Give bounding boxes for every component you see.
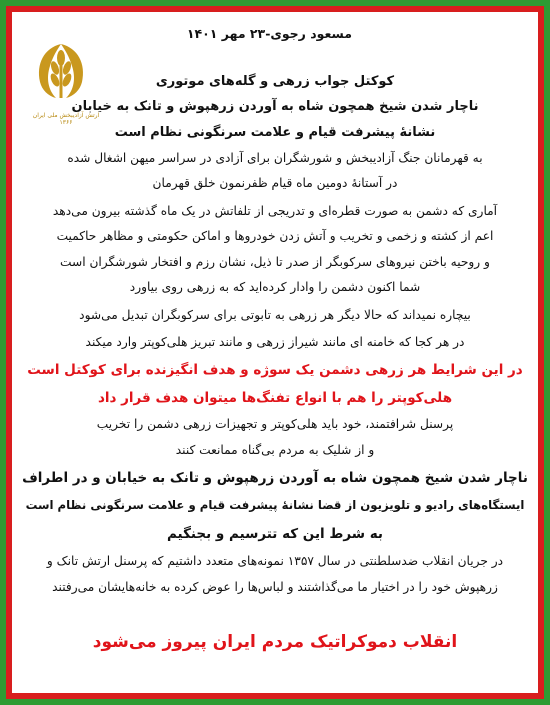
closing-slogan: انقلاب دموکراتیک مردم ایران پیروز می‌شود (92, 632, 458, 652)
paragraph-1-line: در هر کجا که خامنه ای مانند شیراز زرهی و مانند تبریز هلی‌کوپتر وارد میکند (85, 335, 465, 349)
headline-1: کوکتل جواب زرهی و گله‌های موتوری (155, 74, 395, 89)
paragraph-1-line: بیچاره نمیداند که حالا دیگر هر زرهی به تابوتی برای سرکوبگران تبدیل می‌شود (79, 308, 471, 322)
statement-document (20, 20, 530, 685)
paragraph-1-line: آماری که دشمن به صورت قطره‌ای و تدریجی از تلفاتش در یک ماه گذشته بیرون می‌دهد (52, 204, 498, 218)
paragraph-2-line: پرسنل شرافتمند، خود باید هلی‌کوپتر و تجهیزات زرهی دشمن را تخریب (96, 417, 454, 431)
paragraph-1-line: شما اکنون دشمن را وادار کرده‌اید که به زرهی روی بیاورد (129, 280, 421, 294)
headline-3: نشانهٔ پیشرفت قیام و علامت سرنگونی نظام است (114, 125, 436, 140)
bold-block-line: ایستگاه‌های رادیو و تلویزیون از قضا نشانهٔ پیشرفت قیام و علامت سرنگونی نظام است (25, 498, 525, 512)
headline-2: ناچار شدن شیخ همچون شاه به آوردن زرهپوش و تانک به خیابان (71, 99, 479, 114)
emphasis-line: در این شرایط هر زرهی دشمن یک سوژه و هدف انگیزنده برای کوکتل است (27, 362, 523, 378)
paragraph-1-line: در آستانهٔ دومین ماه قیام ظفرنمون خلق قهرمان (152, 176, 398, 190)
byline: مسعود رجوی-۲۳ مهر ۱۴۰۱ (186, 26, 352, 41)
paragraph-1-line: به قهرمانان جنگ آزادیبخش و شورشگران برای آزادی در سراسر میهن اشغال شده (67, 151, 483, 165)
emphasis-line: هلی‌کوپتر را هم با انواع تفنگ‌ها میتوان هدف قرار داد (97, 390, 453, 406)
paragraph-1-line: اعم از کشته و زخمی و تخریب و آتش زدن خودروها و اماکن حکومتی و مظاهر حاکمیت (56, 229, 494, 243)
logo-caption: ارتش آزادیبخش ملی ایران ۱۳۶۶ (32, 112, 100, 126)
bold-block-line: ناچار شدن شیخ همچون شاه به آوردن زرهپوش و تانک به خیابان و در اطراف (22, 470, 528, 486)
paragraph-3-line: در جریان انقلاب ضدسلطنتی در سال ۱۳۵۷ نمونه‌های متعدد داشتیم که پرسنل ارتش تانک و (46, 554, 504, 568)
paragraph-1-line: و روحیه باختن نیروهای سرکوبگر از صدر تا ذیل، نشان رزم و افتخار شورشگران است (60, 255, 490, 269)
bold-block-line: به شرط این که تترسیم و بجنگیم (166, 526, 384, 542)
paragraph-2-line: و از شلیک به مردم بی‌گناه ممانعت کنند (175, 443, 375, 457)
paragraph-3-line: زرهپوش خود را در اختیار ما می‌گذاشتند و لباس‌ها را عوض کرده به خانه‌هایشان می‌رفتند (52, 580, 498, 594)
